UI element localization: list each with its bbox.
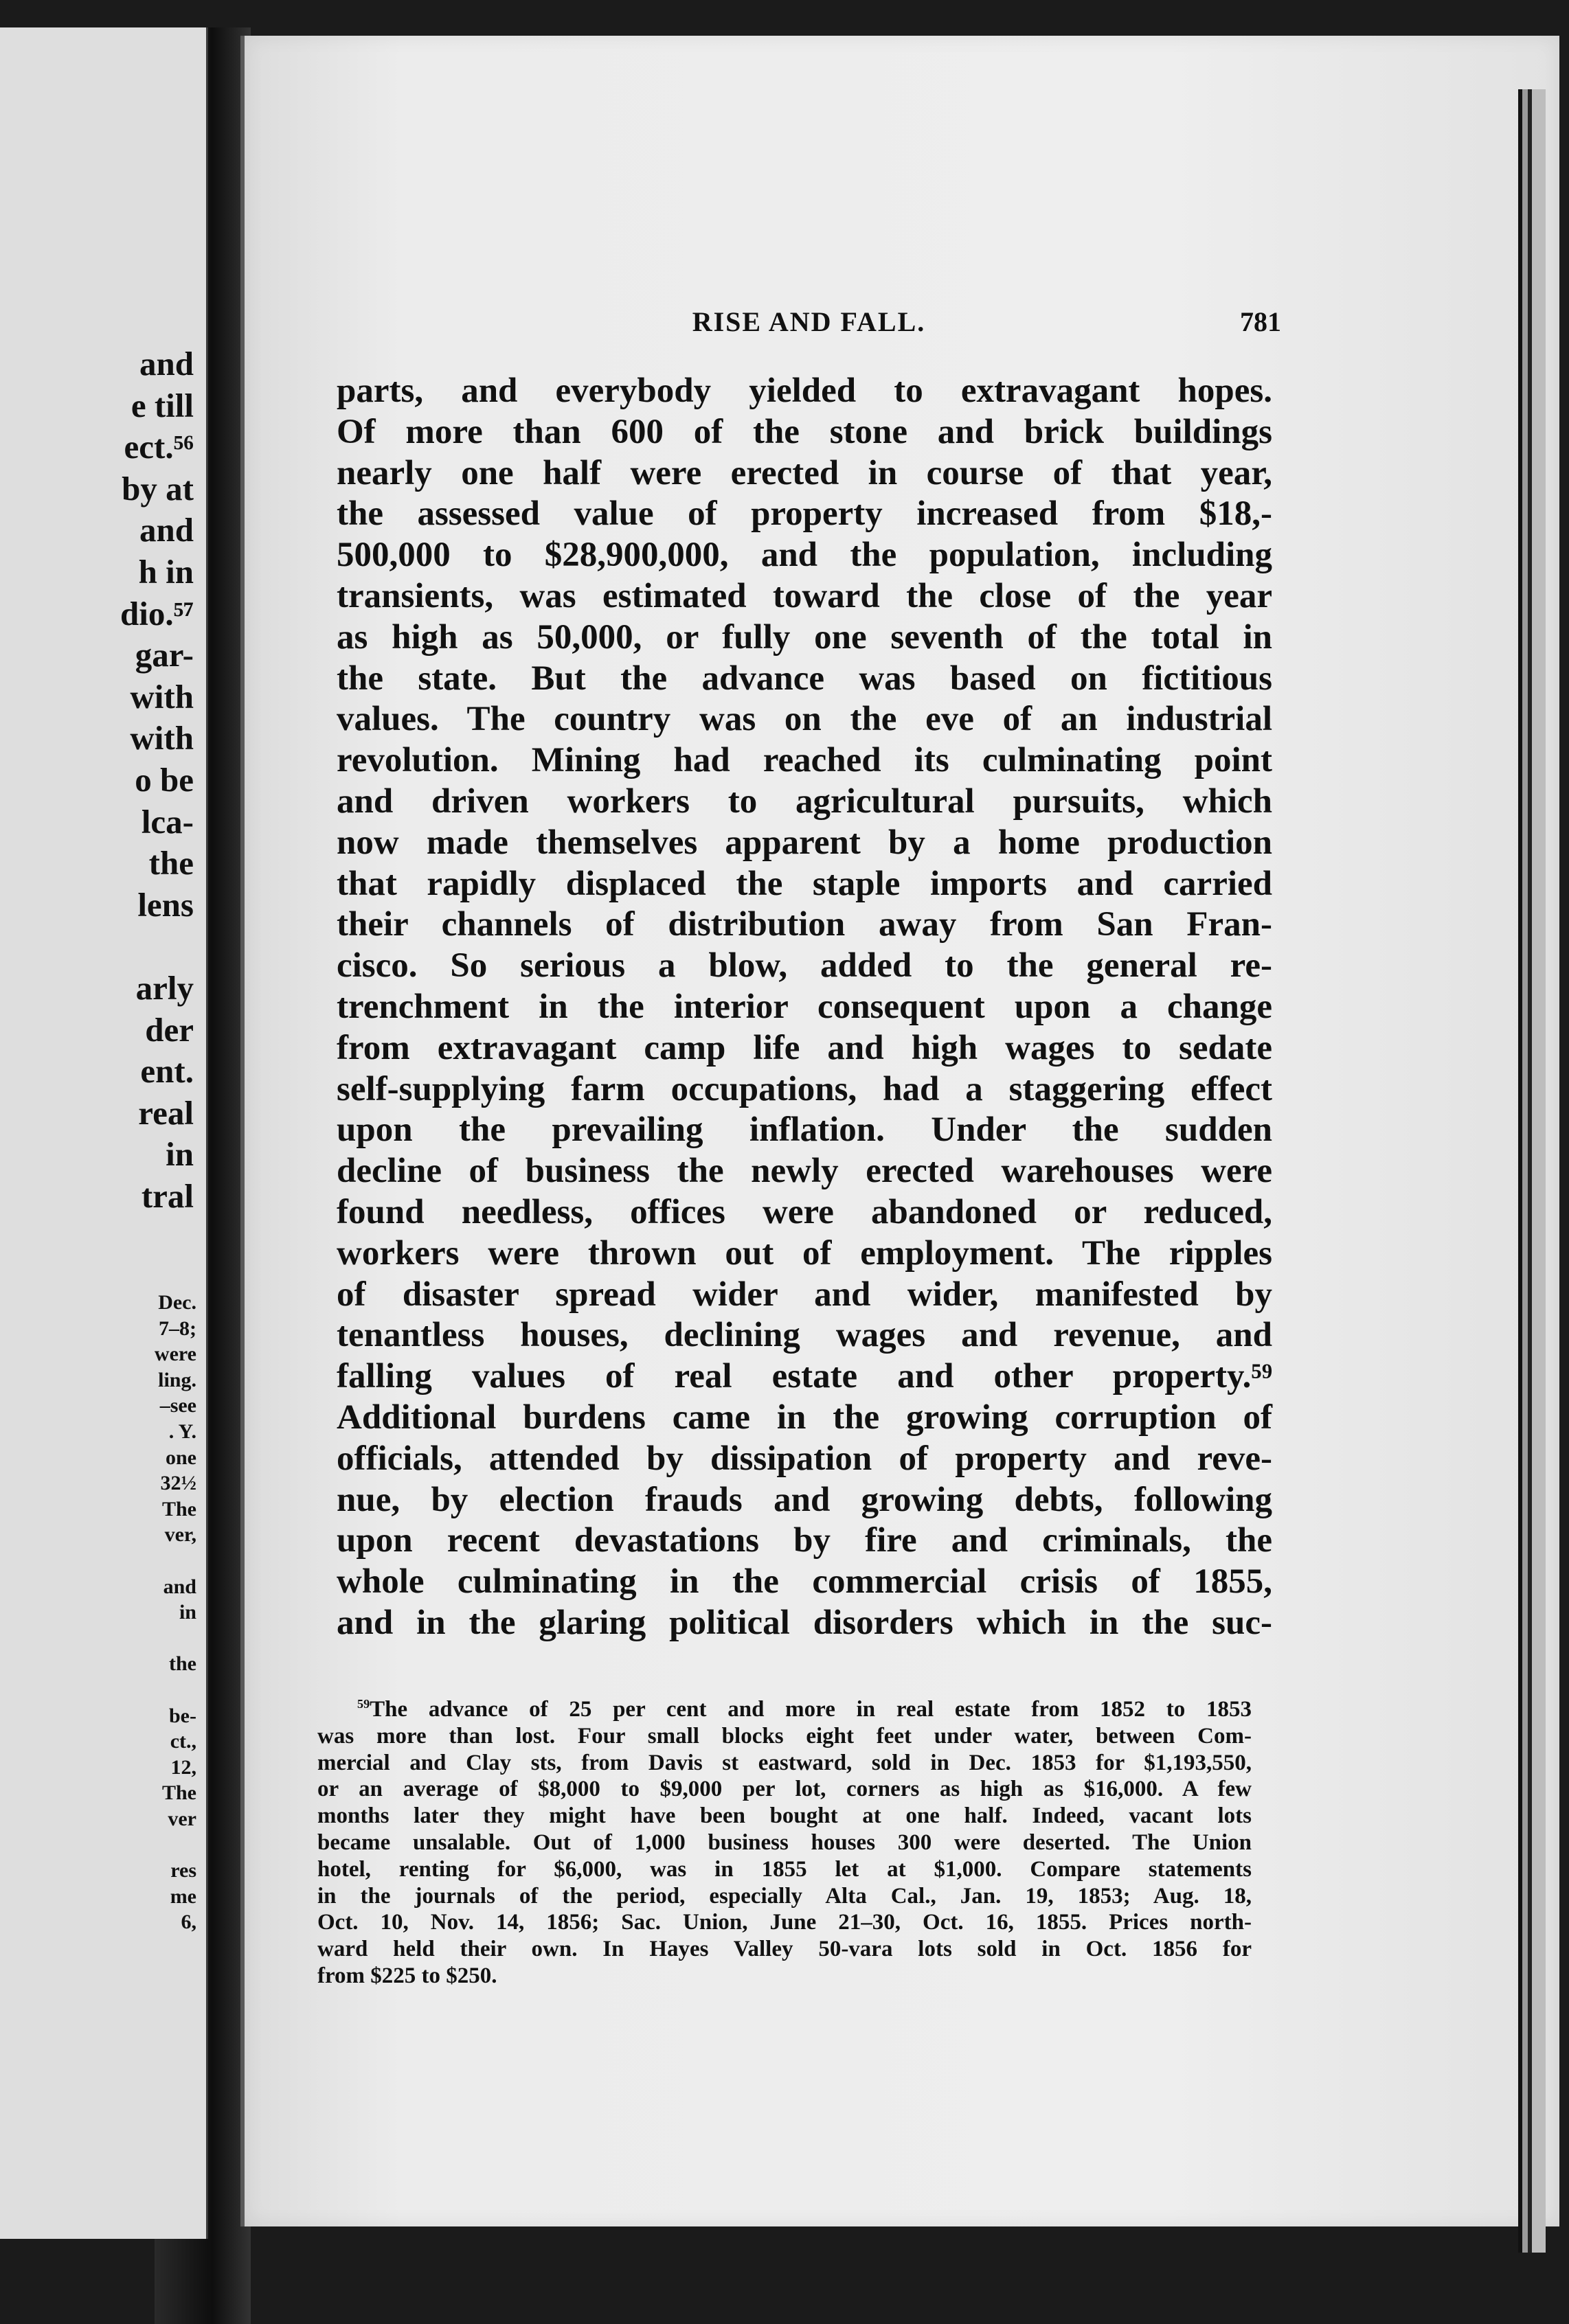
left-page-body — [0, 343, 194, 1217]
left-page-note-line — [0, 1548, 196, 1574]
left-page-note-line: 6, — [181, 1911, 196, 1934]
left-page-note-line — [0, 1677, 196, 1703]
left-page-footnotes — [0, 1290, 196, 1935]
left-page-note-line: one — [166, 1446, 196, 1469]
running-title: RISE AND FALL. — [692, 306, 926, 337]
footnote-line: hotel, renting for $6,000, was in 1855 let at $1,000. Compare statements — [317, 1856, 1252, 1882]
left-page-line: tral — [141, 1176, 194, 1215]
left-page-note-line: 32½ — [160, 1472, 196, 1495]
body-line: the state. But the advance was based on fictitious — [337, 659, 1272, 698]
body-line: self-supplying farm occupations, had a staggering effect — [337, 1069, 1272, 1108]
body-line: falling values of real estate and other property.⁵⁹ — [337, 1357, 1272, 1396]
body-line: officials, attended by dissipation of property and reve- — [337, 1439, 1272, 1478]
left-page-note-line: ver, — [164, 1523, 196, 1547]
body-text — [337, 371, 1272, 1644]
footnote-line: in the journals of the period, especially Alta Cal., Jan. 19, 1853; Aug. 18, — [317, 1883, 1252, 1909]
left-page-line: real — [138, 1093, 194, 1132]
footnote-line: mercial and Clay sts, from Davis st eastward, sold in Dec. 1853 for $1,193,550, — [317, 1750, 1252, 1775]
footnote-line: or an average of $8,000 to $9,000 per lot, corners as high as $16,000. A few — [317, 1777, 1252, 1802]
body-line: cisco. So serious a blow, added to the general re- — [337, 946, 1272, 986]
left-page-line: with — [130, 719, 194, 757]
body-line: of disaster spread wider and wider, manifested by — [337, 1275, 1272, 1314]
body-line: decline of business the newly erected warehouses were — [337, 1152, 1272, 1191]
left-page-line: the — [148, 844, 194, 882]
body-line: workers were thrown out of employment. The ripples — [337, 1233, 1272, 1273]
left-page-note-line: in — [179, 1601, 196, 1624]
running-head — [337, 306, 1281, 347]
body-line: the assessed value of property increased from $18,- — [337, 494, 1272, 534]
left-page-line: e till — [131, 386, 194, 424]
left-page-line: dio.⁵⁷ — [120, 594, 194, 633]
footnote-line: months later they might have been bought at one half. Indeed, vacant lots — [317, 1803, 1252, 1829]
footnote-line: ward held their own. In Hayes Valley 50-vara lots sold in Oct. 1856 for — [317, 1937, 1252, 1962]
left-page-note-line: ling. — [158, 1368, 196, 1391]
left-page-line: lca- — [141, 802, 194, 841]
left-page-line: by at — [122, 469, 194, 508]
left-page-note-line: ct., — [170, 1730, 196, 1753]
left-page-note-line: the — [169, 1652, 196, 1676]
page-edge — [1518, 89, 1546, 2253]
body-line: that rapidly displaced the staple imports and carried — [337, 864, 1272, 903]
left-page — [0, 27, 208, 2239]
body-line: and driven workers to agricultural pursuits, which — [337, 782, 1272, 821]
left-page-line: and — [139, 511, 194, 549]
body-line: found needless, offices were abandoned or reduced, — [337, 1192, 1272, 1231]
left-page-note-line: –see — [159, 1394, 196, 1417]
left-page-note-line: ver — [168, 1807, 196, 1830]
left-page-line: o be — [135, 760, 194, 799]
left-page-line: and — [139, 345, 194, 383]
body-line: nearly one half were erected in course of that year, — [337, 453, 1272, 492]
left-page-note-line: The — [161, 1497, 196, 1520]
left-page-line: lens — [137, 885, 194, 924]
left-page-line: with — [130, 677, 194, 716]
left-page-line: der — [145, 1010, 194, 1049]
body-line: nue, by election frauds and growing debts, following — [337, 1480, 1272, 1519]
left-page-note-line: Dec. — [158, 1291, 196, 1314]
body-line: parts, and everybody yielded to extravagant hopes. — [337, 372, 1272, 410]
page-number: 781 — [1240, 306, 1281, 337]
body-line: now made themselves apparent by a home production — [337, 823, 1272, 862]
footnote-line: from $225 to $250. — [317, 1963, 497, 1988]
body-line: trenchment in the interior consequent upon a change — [337, 987, 1272, 1026]
body-line: upon the prevailing inflation. Under the sudden — [337, 1110, 1272, 1150]
left-page-note-line: . Y. — [168, 1420, 196, 1443]
body-line: Additional burdens came in the growing corruption of — [337, 1398, 1272, 1437]
left-page-note-line: and — [163, 1575, 196, 1598]
body-line: as high as 50,000, or fully one seventh of the total in — [337, 617, 1272, 657]
left-page-note-line: res — [170, 1859, 196, 1882]
body-line: Of more than 600 of the stone and brick buildings — [337, 412, 1272, 451]
footnote-marker: 59 — [357, 1697, 370, 1711]
left-page-note-line: were — [154, 1343, 196, 1366]
left-page-note-line: 7–8; — [159, 1317, 196, 1340]
body-line: and in the glaring political disorders which in the suc- — [337, 1603, 1272, 1642]
footnote-line — [317, 1696, 1252, 1723]
left-page-note-line: be- — [169, 1704, 196, 1727]
left-page-line: ent. — [140, 1052, 194, 1091]
body-line: upon recent devastations by fire and criminals, the — [337, 1521, 1272, 1560]
footnote-line: Oct. 10, Nov. 14, 1856; Sac. Union, June 21–30, Oct. 16, 1855. Prices north- — [317, 1910, 1252, 1935]
body-line: their channels of distribution away from San Fran- — [337, 905, 1272, 944]
left-page-note-line — [0, 1832, 196, 1858]
body-line: 500,000 to $28,900,000, and the population, including — [337, 536, 1272, 575]
left-page-line: gar- — [135, 636, 194, 674]
body-line: transients, was estimated toward the close of the year — [337, 576, 1272, 615]
footnote-text: The advance of 25 per cent and more in real estate from 1852 to 1853 — [370, 1697, 1252, 1722]
left-page-line: in — [166, 1135, 194, 1174]
footnote-59 — [317, 1696, 1252, 1990]
body-line: from extravagant camp life and high wages to sedate — [337, 1028, 1272, 1067]
body-line: whole culminating in the commercial crisis of 1855, — [337, 1562, 1272, 1602]
footnote-line: became unsalable. Out of 1,000 business houses 300 were deserted. The Union — [317, 1830, 1252, 1855]
left-page-line: arly — [135, 968, 194, 1007]
body-line: values. The country was on the eve of an industrial — [337, 700, 1272, 739]
footnote-line: was more than lost. Four small blocks eight feet under water, between Com- — [317, 1723, 1252, 1748]
body-line: revolution. Mining had reached its culminating point — [337, 741, 1272, 780]
left-page-line — [0, 926, 194, 968]
left-page-line: h in — [138, 552, 194, 591]
left-page-note-line: me — [170, 1884, 196, 1908]
body-line: tenantless houses, declining wages and revenue, and — [337, 1316, 1272, 1355]
left-page-line: ect.⁵⁶ — [124, 428, 194, 466]
left-page-note-line: The — [161, 1781, 196, 1805]
left-page-note-line — [0, 1626, 196, 1652]
left-page-note-line: 12, — [170, 1755, 196, 1779]
